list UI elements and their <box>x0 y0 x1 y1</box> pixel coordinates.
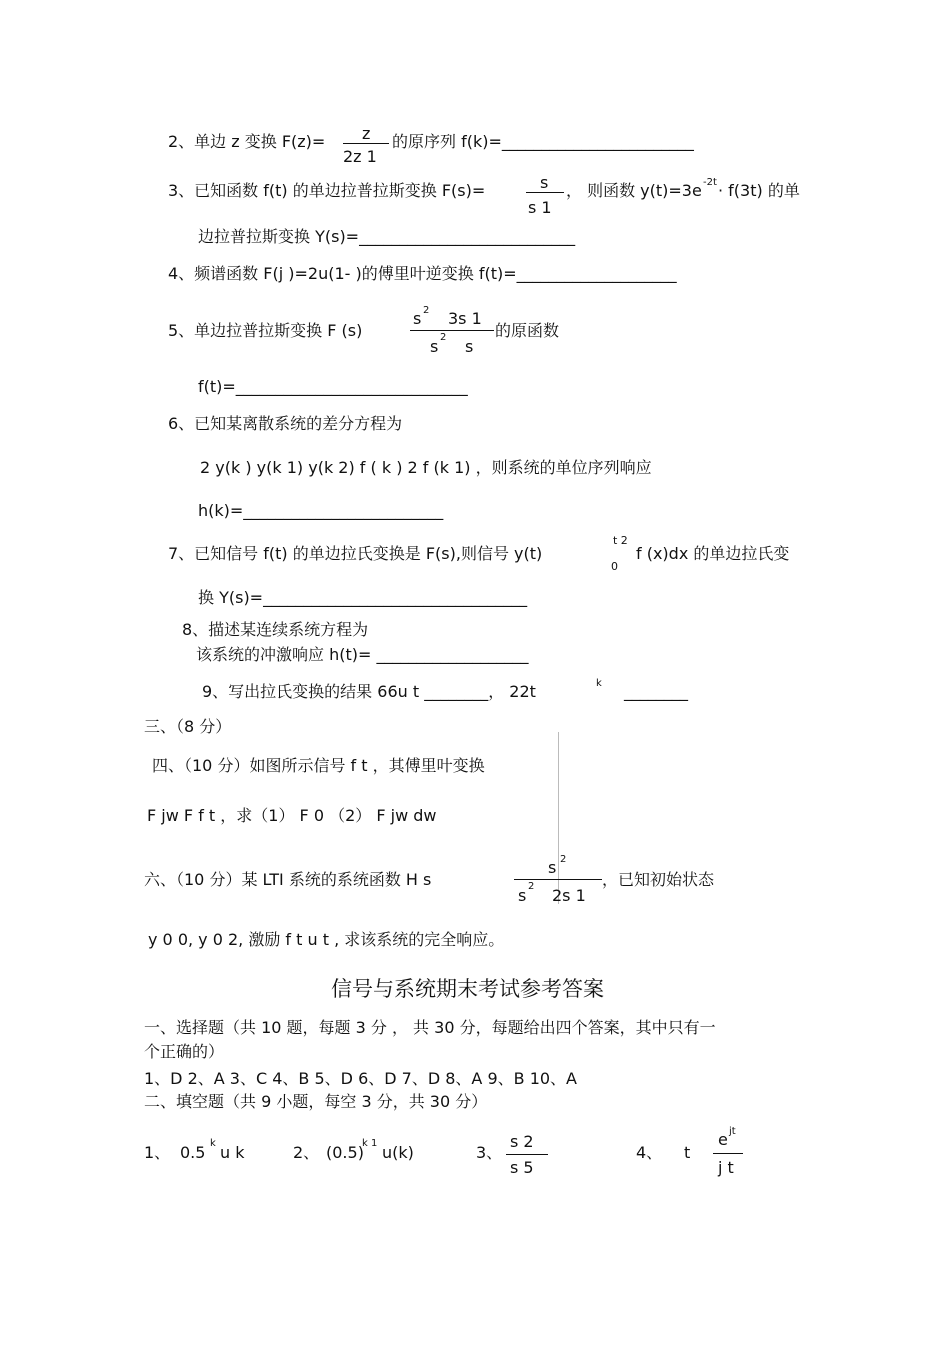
q5-prefix: 5、单边拉普拉斯变换 F (s) <box>168 321 363 340</box>
answer-3-denominator: s 5 <box>510 1158 534 1177</box>
section-6-num: s <box>548 858 557 877</box>
answers-choices: 1、D 2、A 3、C 4、B 5、D 6、D 7、D 8、A 9、B 10、A <box>144 1069 577 1088</box>
q2-prefix: 2、单边 z 变换 F(z)= <box>168 132 326 151</box>
q6-line3: h(k)=_________________________ <box>198 501 444 520</box>
q7-integral-lower: 0 <box>611 560 618 573</box>
section-6-line2: y 0 0, y 0 2, 激励 f t u t , 求该系统的完全响应。 <box>148 930 505 949</box>
section-3-heading: 三、（8 分） <box>144 717 232 736</box>
q5-suffix: 的原函数 <box>495 321 560 340</box>
q5-fraction-bar <box>410 330 494 331</box>
answer-4-fraction-bar <box>713 1153 743 1154</box>
section-6-den-b: 2s 1 <box>552 886 586 905</box>
answer-4-label: 4、 <box>636 1143 663 1162</box>
section-4-line2: F jw F f t ，求（1） F 0 （2） F jw dw <box>147 806 437 825</box>
q3-prefix: 3、已知函数 f(t) 的单边拉普拉斯变换 F(s)= <box>168 181 486 200</box>
q2-denominator: 2z 1 <box>343 147 377 166</box>
answer-1-label: 1、 <box>144 1143 171 1162</box>
answer-2-exponent: k 1 <box>362 1138 378 1149</box>
section-6-suffix: ，已知初始状态 <box>602 870 715 889</box>
q8-line2: 该系统的冲激响应 h(t)= ___________________ <box>196 645 529 664</box>
q5-num-sup: 2 <box>423 305 430 316</box>
answer-4-num-exponent: jt <box>729 1126 736 1137</box>
answer-1-base: 0.5 <box>180 1143 206 1162</box>
q3-numerator: s <box>540 173 549 192</box>
answer-4-numerator: e <box>718 1130 728 1149</box>
answers-part2: 二、填空题（共 9 小题，每空 3 分，共 30 分） <box>144 1092 488 1111</box>
answer-1-rest: u k <box>220 1143 245 1162</box>
q5-den-a: s <box>430 337 439 356</box>
section-6-num-sup: 2 <box>560 854 567 865</box>
q4-text: 4、频谱函数 F(j )=2u(1- )的傅里叶逆变换 f(t)=____________________ <box>168 264 677 283</box>
section-6-fraction-bar <box>514 879 602 880</box>
answer-3-fraction-bar <box>506 1154 548 1155</box>
answer-3-numerator: s 2 <box>510 1132 534 1151</box>
answer-2-label: 2、 <box>293 1143 320 1162</box>
answers-part1-line1: 一、选择题（共 10 题，每题 3 分 ， 共 30 分，每题给出四个答案，其中只有一 <box>144 1018 716 1037</box>
q6-equation: 2 y(k ) y(k 1) y(k 2) f ( k ) 2 f (k 1) ，则系统的单位序列响应 <box>200 458 652 477</box>
q9-suffix: ________ <box>624 682 688 701</box>
answer-3-label: 3、 <box>476 1143 503 1162</box>
q3-denominator: s 1 <box>528 198 552 217</box>
q2-numerator: z <box>362 124 371 143</box>
section-4-line1: 四、（10 分）如图所示信号 f t ，其傅里叶变换 <box>152 756 485 775</box>
answer-1-exponent: k <box>210 1138 216 1149</box>
q5-num-b: 3s 1 <box>448 309 482 328</box>
q8-line1: 8、描述某连续系统方程为 <box>182 620 369 639</box>
q5-num-a: s <box>413 309 422 328</box>
q3-suffix2: · f(3t) 的单 <box>718 181 800 200</box>
answer-2-rest: u(k) <box>382 1143 414 1162</box>
answers-title: 信号与系统期末考试参考答案 <box>331 977 604 1001</box>
q3-line2: 边拉普拉斯变换 Y(s)=___________________________ <box>198 227 576 246</box>
q9-exponent: k <box>596 678 602 689</box>
q3-fraction-bar <box>526 192 564 193</box>
q2-fraction-bar <box>343 143 389 144</box>
q7-integral-upper: t 2 <box>613 534 628 547</box>
section-6-prefix: 六、（10 分）某 LTI 系统的系统函数 H s <box>144 870 432 889</box>
q5-den-sup: 2 <box>440 332 447 343</box>
answer-4-t: t <box>684 1143 691 1162</box>
q7-suffix: f (x)dx 的单边拉氏变 <box>636 544 790 563</box>
q5-line2: f(t)=_____________________________ <box>198 377 468 396</box>
answer-4-denominator: j t <box>718 1158 734 1177</box>
section-6-den-sup: 2 <box>528 881 535 892</box>
q5-den-b: s <box>465 337 474 356</box>
q3-suffix: ， 则函数 y(t)=3e <box>566 181 702 200</box>
q2-suffix: 的原序列 f(k)=________________________ <box>392 132 694 151</box>
answer-2-base: (0.5) <box>326 1143 364 1162</box>
section-6-den-a: s <box>518 886 527 905</box>
q6-line1: 6、已知某离散系统的差分方程为 <box>168 414 403 433</box>
q3-exponent: -2t <box>703 177 717 188</box>
answers-part1-line2: 个正确的） <box>144 1042 225 1061</box>
q7-line2: 换 Y(s)=_________________________________ <box>198 588 528 607</box>
q9-prefix: 9、写出拉氏变换的结果 66u t ________， 22t <box>202 682 536 701</box>
q7-prefix: 7、已知信号 f(t) 的单边拉氏变换是 F(s),则信号 y(t) <box>168 544 543 563</box>
